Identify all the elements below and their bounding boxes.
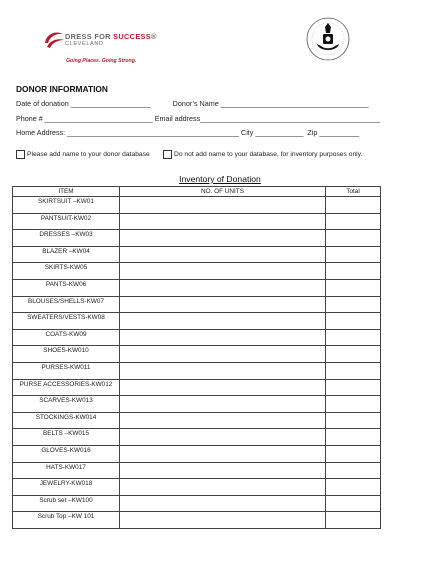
table-row <box>13 313 381 330</box>
units-cell[interactable] <box>120 197 326 214</box>
donation-date-and-donor-name-line[interactable]: Date of donation ____________________ Donor’s Name _____________________________________ <box>16 99 369 108</box>
item-cell: PURSE ACCESSORIES-KW012 <box>13 379 120 396</box>
units-cell[interactable] <box>120 462 326 479</box>
units-cell[interactable] <box>120 362 326 379</box>
total-cell[interactable] <box>326 396 381 413</box>
total-cell[interactable] <box>326 412 381 429</box>
inventory-table <box>12 186 381 529</box>
units-cell[interactable] <box>120 213 326 230</box>
logo-brand-name: DRESS FOR SUCCESS® <box>65 32 157 41</box>
total-cell[interactable] <box>326 462 381 479</box>
units-cell[interactable] <box>120 263 326 280</box>
logo-subtitle: CLEVELAND <box>65 41 104 47</box>
units-cell[interactable] <box>120 346 326 363</box>
total-cell[interactable] <box>326 246 381 263</box>
total-cell[interactable] <box>326 445 381 462</box>
total-cell[interactable] <box>326 213 381 230</box>
table-row <box>13 512 381 529</box>
inventory-title: Inventory of Donation <box>179 174 261 184</box>
total-cell[interactable] <box>326 379 381 396</box>
table-row <box>13 213 381 230</box>
table-row <box>13 412 381 429</box>
table-row <box>13 346 381 363</box>
table-row <box>13 479 381 496</box>
units-cell[interactable] <box>120 412 326 429</box>
total-cell[interactable] <box>326 362 381 379</box>
units-cell[interactable] <box>120 495 326 512</box>
units-cell[interactable] <box>120 329 326 346</box>
item-cell: SCARVES-KW013 <box>13 396 120 413</box>
logo-tagline: Going Places. Going Strong. <box>66 58 137 64</box>
table-row <box>13 263 381 280</box>
table-row <box>13 329 381 346</box>
total-cell[interactable] <box>326 495 381 512</box>
total-cell[interactable] <box>326 313 381 330</box>
item-cell: PURSES-KW011 <box>13 362 120 379</box>
table-row <box>13 462 381 479</box>
units-column-header: NO. OF UNITS <box>120 187 326 197</box>
add-to-database-label: Please add name to your donor database <box>27 151 150 158</box>
units-cell[interactable] <box>120 230 326 247</box>
units-cell[interactable] <box>120 296 326 313</box>
units-cell[interactable] <box>120 445 326 462</box>
total-cell[interactable] <box>326 263 381 280</box>
item-cell: COATS-KW09 <box>13 329 120 346</box>
table-row <box>13 396 381 413</box>
do-not-add-label: Do not add name to your database, for inventory purposes only. <box>174 151 363 158</box>
item-cell: SHOES-KW010 <box>13 346 120 363</box>
item-column-header: ITEM <box>13 187 120 197</box>
units-cell[interactable] <box>120 246 326 263</box>
table-row <box>13 379 381 396</box>
total-cell[interactable] <box>326 296 381 313</box>
table-row <box>13 296 381 313</box>
total-cell[interactable] <box>326 230 381 247</box>
total-cell[interactable] <box>326 512 381 529</box>
table-row <box>13 445 381 462</box>
item-cell: PANTSUIT-KW02 <box>13 213 120 230</box>
dress-for-success-logo <box>42 28 182 68</box>
total-cell[interactable] <box>326 329 381 346</box>
units-cell[interactable] <box>120 429 326 446</box>
table-row <box>13 429 381 446</box>
units-cell[interactable] <box>120 512 326 529</box>
total-cell[interactable] <box>326 346 381 363</box>
phone-and-email-line[interactable]: Phone # ___________________________ Email address_____________________________________________ <box>16 114 381 123</box>
total-cell[interactable] <box>326 197 381 214</box>
table-row <box>13 495 381 512</box>
logo-swoosh-icon <box>42 28 66 52</box>
item-cell: BELTS –KW015 <box>13 429 120 446</box>
total-column-header: Total <box>326 187 381 197</box>
do-not-add-checkbox[interactable] <box>163 150 172 159</box>
inventory-header-row <box>13 187 381 197</box>
units-cell[interactable] <box>120 313 326 330</box>
units-cell[interactable] <box>120 479 326 496</box>
item-cell: Scrub Top –KW 101 <box>13 512 120 529</box>
units-cell[interactable] <box>120 396 326 413</box>
item-cell: Scrub set –KW100 <box>13 495 120 512</box>
table-row <box>13 197 381 214</box>
total-cell[interactable] <box>326 479 381 496</box>
item-cell: SWEATERS/VESTS-KW08 <box>13 313 120 330</box>
item-cell: GLOVES-KW016 <box>13 445 120 462</box>
donor-information-heading: DONOR INFORMATION <box>16 84 108 94</box>
table-row <box>13 230 381 247</box>
table-row <box>13 362 381 379</box>
total-cell[interactable] <box>326 429 381 446</box>
item-cell: DRESSES –KW03 <box>13 230 120 247</box>
item-cell: SKIRTSUIT –KW01 <box>13 197 120 214</box>
item-cell: JEWELRY-KW018 <box>13 479 120 496</box>
item-cell: BLAZER –KW04 <box>13 246 120 263</box>
do-not-add-option[interactable] <box>163 150 362 159</box>
units-cell[interactable] <box>120 379 326 396</box>
total-cell[interactable] <box>326 279 381 296</box>
item-cell: BLOUSES/SHELLS-KW07 <box>13 296 120 313</box>
item-cell: SKIRTS-KW05 <box>13 263 120 280</box>
table-row <box>13 279 381 296</box>
item-cell: STOCKINGS-KW014 <box>13 412 120 429</box>
units-cell[interactable] <box>120 279 326 296</box>
add-to-database-checkbox[interactable] <box>16 150 25 159</box>
add-to-database-option[interactable] <box>16 150 150 159</box>
table-row <box>13 246 381 263</box>
home-address-line[interactable]: Home Address: ___________________________________________ City ____________ Zip __________ <box>16 128 360 137</box>
item-cell: HATS-KW017 <box>13 462 120 479</box>
item-cell: PANTS-KW06 <box>13 279 120 296</box>
inventory-rows <box>13 197 381 529</box>
organization-seal-icon <box>305 16 351 62</box>
